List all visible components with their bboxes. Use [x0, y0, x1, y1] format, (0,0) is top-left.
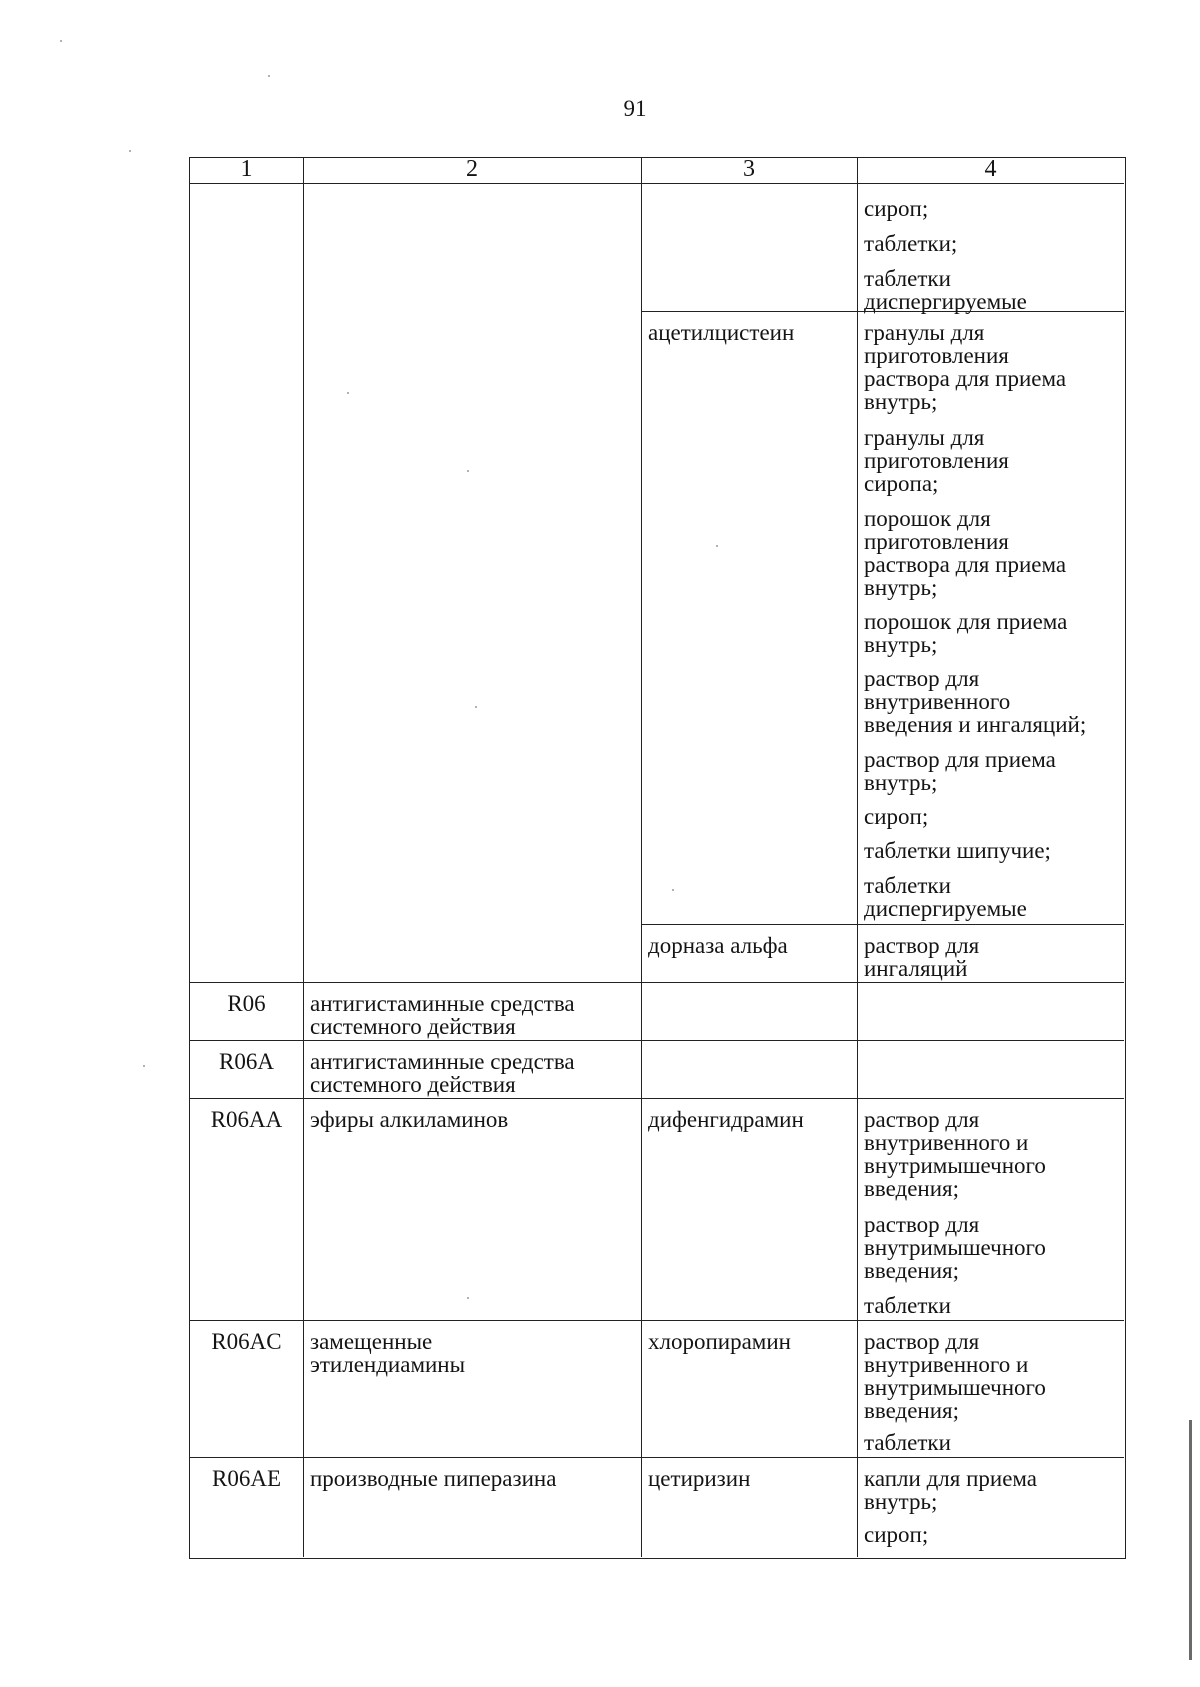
group-name: антигистаминные средства системного действия: [310, 1049, 575, 1097]
dosage-form: гранулы для приготовления раствора для приема внутрь;: [864, 320, 1067, 414]
row-divider: [190, 1098, 1124, 1099]
substance-name: хлоропирамин: [648, 1329, 791, 1354]
scan-speck: [467, 1297, 469, 1299]
dosage-form: капли для приема внутрь;: [864, 1466, 1038, 1514]
scan-speck: [347, 392, 349, 394]
scan-speck: [672, 889, 674, 891]
dosage-form: таблетки шипучие;: [864, 838, 1051, 863]
scan-speck: [716, 545, 718, 547]
column-divider-3: [857, 158, 858, 1557]
group-name: замещенные этилендиамины: [310, 1329, 466, 1377]
dosage-form: таблетки: [864, 1293, 951, 1318]
substance-name: дорназа альфа: [648, 933, 788, 958]
dosage-form: таблетки: [864, 1430, 951, 1455]
scan-edge-mark: [1189, 1420, 1192, 1660]
substance-name: ацетилцистеин: [648, 320, 795, 345]
row-divider: [190, 1040, 1124, 1041]
dosage-form: таблетки диспергируемые: [864, 873, 1027, 921]
dosage-form: раствор для внутривенного и внутримышечного введения;: [864, 1329, 1046, 1423]
atc-code: R06: [227, 991, 266, 1016]
dosage-form: таблетки;: [864, 231, 958, 256]
substance-divider: [641, 924, 1124, 925]
group-name: производные пиперазина: [310, 1466, 557, 1491]
column-divider-1: [303, 158, 304, 1557]
column-header-4: 4: [984, 156, 997, 182]
atc-code: R06AE: [212, 1466, 281, 1491]
dosage-form: раствор для внутримышечного введения;: [864, 1212, 1046, 1283]
group-name: антигистаминные средства системного действия: [310, 991, 575, 1039]
header-divider: [190, 183, 1124, 184]
scan-speck: [143, 1065, 145, 1067]
dosage-form: таблетки диспергируемые: [864, 266, 1027, 314]
substance-name: дифенгидрамин: [648, 1107, 804, 1132]
dosage-form: раствор для внутривенного и внутримышечного введения;: [864, 1107, 1046, 1201]
dosage-form: раствор для внутривенного введения и ингаляций;: [864, 666, 1087, 737]
atc-code: R06A: [219, 1049, 274, 1074]
scan-speck: [60, 40, 62, 42]
page-number: 91: [623, 96, 647, 121]
row-divider: [190, 982, 1124, 983]
column-header-2: 2: [466, 156, 478, 182]
scan-speck: [129, 150, 131, 152]
row-divider: [190, 1457, 1124, 1458]
group-name: эфиры алкиламинов: [310, 1107, 509, 1132]
atc-code: R06AC: [211, 1329, 282, 1354]
dosage-form: раствор для приема внутрь;: [864, 747, 1056, 795]
scan-speck: [475, 706, 477, 708]
row-divider: [190, 1320, 1124, 1321]
dosage-form: порошок для приготовления раствора для приема внутрь;: [864, 506, 1067, 600]
column-header-1: 1: [240, 156, 253, 182]
dosage-form: раствор для ингаляций: [864, 933, 980, 981]
dosage-form: сироп;: [864, 804, 929, 829]
dosage-form: порошок для приема внутрь;: [864, 609, 1068, 657]
medicine-table: [189, 157, 1126, 1559]
column-divider-2: [641, 158, 642, 1557]
atc-code: R06AA: [210, 1107, 283, 1132]
scan-speck: [268, 75, 270, 77]
scan-speck: [467, 470, 469, 472]
dosage-form: сироп;: [864, 196, 929, 221]
dosage-form: гранулы для приготовления сиропа;: [864, 425, 1009, 496]
substance-name: цетиризин: [648, 1466, 751, 1491]
dosage-form: сироп;: [864, 1522, 929, 1547]
column-header-3: 3: [743, 156, 755, 182]
